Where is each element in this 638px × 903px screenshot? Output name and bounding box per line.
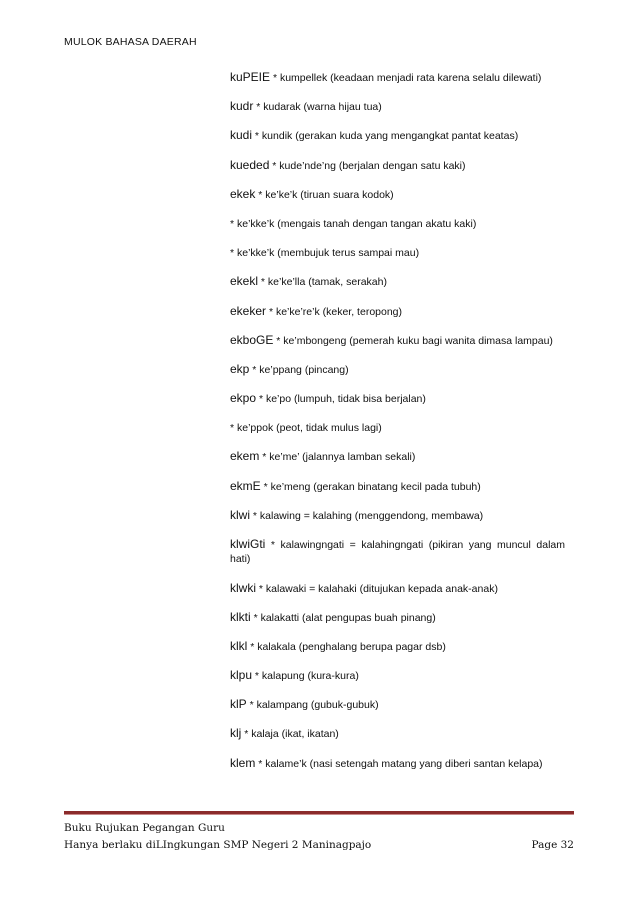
entry-definition: * ke’kke’k (mengais tanah dengan tangan akatu kaki): [230, 217, 477, 230]
dictionary-entry: [230, 187, 565, 216]
dictionary-entry: [230, 216, 565, 245]
entry-word: klP: [230, 697, 247, 712]
dictionary-entry: [230, 274, 565, 303]
page-number: Page 32: [531, 839, 574, 851]
dictionary-entries: [230, 70, 565, 785]
entry-word: klwiGti: [230, 537, 266, 551]
entry-definition: * ke’meng (gerakan binatang kecil pada tubuh): [260, 480, 481, 493]
dictionary-entry: [230, 697, 565, 726]
entry-word: klj: [230, 726, 242, 741]
entry-word: klwi: [230, 507, 250, 522]
entry-word: kudr: [230, 99, 254, 114]
entry-word: ekp: [230, 361, 250, 376]
dictionary-entry: [230, 128, 565, 157]
entry-definition: * ke’ke’lla (tamak, serakah): [258, 276, 387, 289]
dictionary-entry: [230, 449, 565, 478]
entry-definition: * kalaja (ikat, ikatan): [241, 728, 339, 741]
entry-word: ekeker: [230, 303, 267, 318]
entry-word: kuPEIE: [230, 70, 271, 84]
dictionary-entry: [230, 70, 565, 99]
entry-definition: * ke’kke’k (membujuk terus sampai mau): [230, 247, 420, 260]
entry-definition: * ke’ppok (peot, tidak mulus lagi): [230, 422, 382, 435]
dictionary-entry: [230, 158, 565, 187]
dictionary-entry: [230, 537, 565, 581]
dictionary-entry: [230, 362, 565, 391]
entry-definition: * ke’mbongeng (pemerah kuku bagi wanita dimasa lampau): [273, 334, 553, 347]
entry-definition: * kudarak (warna hijau tua): [253, 101, 382, 114]
dictionary-entry: [230, 479, 565, 508]
entry-word: ekem: [230, 449, 260, 464]
entry-definition: * ke’me’ (jalannya lamban sekali): [259, 451, 416, 464]
entry-definition: * kalampang (gubuk-gubuk): [246, 699, 379, 712]
entry-definition: * ke’ke’re’k (keker, teropong): [266, 305, 403, 318]
footer-school-note: Hanya berlaku diLIngkungan SMP Negeri 2 Maninagpajo: [64, 839, 372, 851]
entry-word: ekmE: [230, 478, 261, 493]
dictionary-entry: [230, 581, 565, 610]
entry-definition: * kalakatti (alat pengupas buah pinang): [250, 611, 436, 624]
dictionary-entry: [230, 420, 565, 449]
entry-word: ekek: [230, 186, 256, 201]
entry-word: ekekl: [230, 274, 259, 289]
dictionary-entry: [230, 304, 565, 333]
dictionary-entry: [230, 508, 565, 537]
entry-word: klkl: [230, 638, 248, 653]
entry-definition: * ke’po (lumpuh, tidak bisa berjalan): [256, 393, 426, 406]
entry-definition: * kumpellek (keadaan menjadi rata karena selalu dilewati): [270, 72, 542, 84]
entry-definition: * kalakala (penghalang berupa pagar dsb): [247, 640, 446, 653]
dictionary-entry: [230, 610, 565, 639]
dictionary-entry: [230, 391, 565, 420]
dictionary-entry: [230, 639, 565, 668]
entry-definition: * ke’ppang (pincang): [249, 363, 349, 376]
dictionary-entry: [230, 99, 565, 128]
footer-book-title: Buku Rujukan Pegangan Guru: [64, 822, 225, 834]
entry-word: klkti: [230, 609, 251, 624]
dictionary-entry: [230, 756, 565, 785]
entry-definition: * kalawaki = kalahaki (ditujukan kepada anak-anak): [256, 582, 498, 595]
entry-definition: * kalawing = kalahing (menggendong, membawa): [250, 509, 484, 522]
running-header: MULOK BAHASA DAERAH: [64, 36, 197, 48]
footer-divider: [64, 811, 574, 815]
dictionary-entry: [230, 726, 565, 755]
entry-word: klpu: [230, 668, 253, 683]
entry-word: kueded: [230, 157, 270, 172]
entry-word: klem: [230, 755, 256, 770]
entry-definition: * kalapung (kura-kura): [252, 670, 359, 683]
entry-definition: * kude’nde’ng (berjalan dengan satu kaki): [269, 159, 466, 172]
entry-word: ekboGE: [230, 332, 274, 347]
entry-definition: * ke’ke’k (tiruan suara kodok): [255, 188, 394, 201]
dictionary-entry: [230, 333, 565, 362]
entry-definition: * kalame’k (nasi setengah matang yang diberi santan kelapa): [255, 757, 543, 770]
entry-definition: * kalawingngati = kalahingngati (pikiran yang muncul dalam hati): [230, 539, 565, 565]
entry-word: ekpo: [230, 391, 257, 406]
entry-word: kudi: [230, 128, 253, 143]
entry-definition: * kundik (gerakan kuda yang mengangkat pantat keatas): [252, 130, 519, 143]
dictionary-entry: [230, 668, 565, 697]
entry-word: klwki: [230, 580, 256, 595]
dictionary-entry: [230, 245, 565, 274]
